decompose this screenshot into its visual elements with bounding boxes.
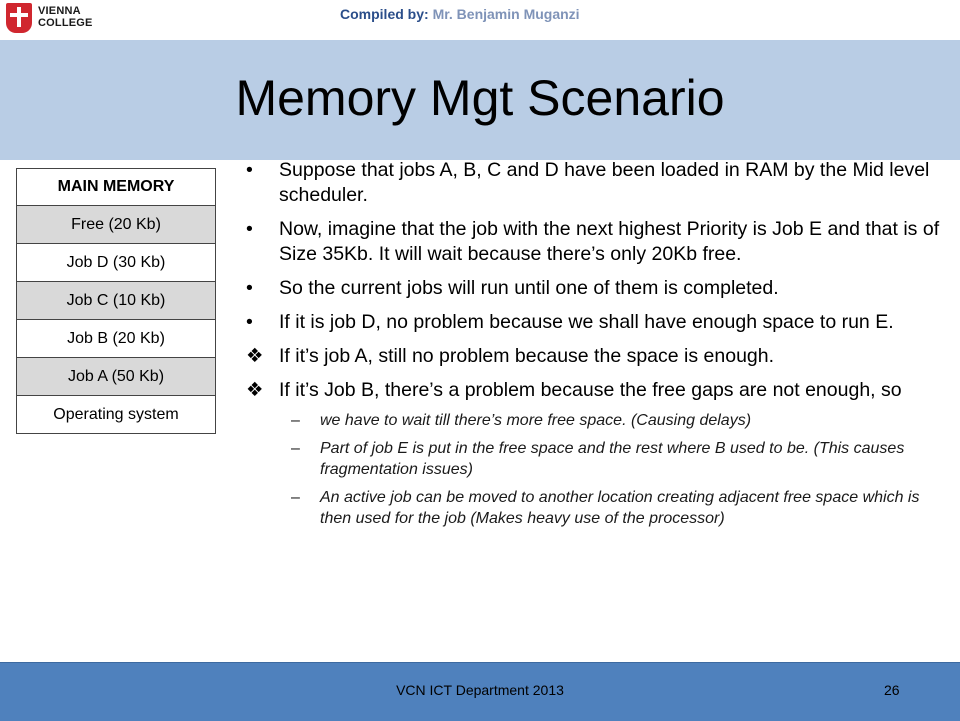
list-item: • So the current jobs will run until one of them is completed. — [246, 277, 779, 299]
memory-block-free: Free (20 Kb) — [17, 206, 216, 244]
table-row — [17, 282, 216, 320]
bullet-dot-icon: • — [246, 277, 253, 299]
memory-block-job-c: Job C (10 Kb) — [17, 282, 216, 320]
bullet-dot-icon: • — [246, 159, 253, 181]
list-item: ❖ If it’s Job B, there’s a problem because the free gaps are not enough, so — [246, 379, 902, 401]
list-item: • Now, imagine that the job with the next highest Priority is Job E and that is of Size 35Kb. It will wait because there’s only 20Kb free. — [246, 218, 940, 265]
table-row — [17, 358, 216, 396]
bullet-dot-icon: • — [246, 218, 253, 240]
list-item: • If it is job D, no problem because we shall have enough space to run E. — [246, 311, 894, 333]
list-item: • Suppose that jobs A, B, C and D have been loaded in RAM by the Mid level scheduler. — [246, 159, 930, 206]
slide-footer — [0, 662, 960, 721]
memory-block-job-d: Job D (30 Kb) — [17, 244, 216, 282]
college-name: VIENNA COLLEGE — [38, 5, 93, 29]
table-row — [17, 320, 216, 358]
table-header-row — [17, 169, 216, 206]
table-row — [17, 244, 216, 282]
sub-list-item: – An active job can be moved to another location creating adjacent free space which is then used for the job (Makes heavy use of the processor) — [291, 489, 920, 527]
memory-block-job-a: Job A (50 Kb) — [17, 358, 216, 396]
shield-cross-icon — [6, 3, 32, 33]
compiled-name: Mr. Benjamin Muganzi — [432, 6, 580, 22]
list-item: ❖ If it’s job A, still no problem because the space is enough. — [246, 345, 775, 367]
slide-title: Memory Mgt Scenario — [235, 70, 725, 126]
page-number: 26 — [884, 682, 900, 698]
bullet-dot-icon: • — [246, 311, 253, 333]
bullet-diamond-icon: ❖ — [246, 345, 264, 367]
main-memory-table — [16, 168, 216, 434]
table-row — [17, 396, 216, 434]
footer-text: VCN ICT Department 2013 — [396, 682, 564, 698]
compiled-by — [340, 6, 580, 22]
memory-block-os: Operating system — [17, 396, 216, 434]
sub-list-item: – we have to wait till there’s more free space. (Causing delays) — [291, 412, 752, 429]
bullet-diamond-icon: ❖ — [246, 379, 264, 401]
bullet-list — [244, 158, 944, 529]
table-row — [17, 206, 216, 244]
memory-block-job-b: Job B (20 Kb) — [17, 320, 216, 358]
compiled-label: Compiled by: — [340, 6, 429, 22]
table-heading: MAIN MEMORY — [17, 169, 216, 206]
dash-icon: – — [291, 412, 300, 429]
college-logo — [6, 3, 96, 33]
sub-list-item: – Part of job E is put in the free space and the rest where B used to be. (This causes fragmentation issues) — [291, 440, 905, 478]
dash-icon: – — [291, 489, 300, 506]
dash-icon: – — [291, 440, 300, 457]
